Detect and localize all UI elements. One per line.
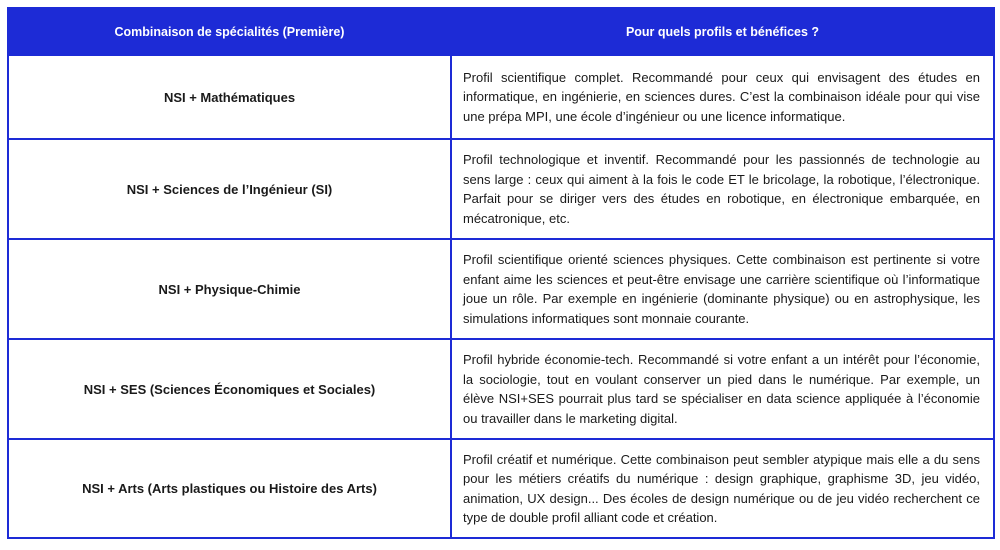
specialties-table <box>7 7 995 539</box>
profile-cell: Profil scientifique orienté sciences physiques. Cette combinaison est pertinente si votre enfant aime les sciences et peut-être envisage une carrière scientifique où l’informatique joue un rôle. Par exemple en ingénierie (dominante physique) ou en astrophysique, les simulations informatiques sont monnaie courante. <box>451 239 994 339</box>
combination-cell: NSI + Sciences de l’Ingénieur (SI) <box>8 139 451 239</box>
combination-cell: NSI + Arts (Arts plastiques ou Histoire des Arts) <box>8 439 451 538</box>
profile-cell: Profil technologique et inventif. Recommandé pour les passionnés de technologie au sens large : ceux qui aiment à la fois le code ET le bricolage, la robotique, l’électronique. Parfait pour se diriger vers des études en robotique, en électronique embarquée, en mécatronique, etc. <box>451 139 994 239</box>
profile-cell: Profil scientifique complet. Recommandé pour ceux qui envisagent des études en informatique, en ingénierie, en sciences dures. C’est la combinaison idéale pour qui vise une prépa MPI, une école d’ingénieur ou une licence informatique. <box>451 55 994 139</box>
table-row <box>8 139 994 239</box>
combination-cell: NSI + Mathématiques <box>8 55 451 139</box>
profile-cell: Profil hybride économie-tech. Recommandé si votre enfant a un intérêt pour l’économie, la sociologie, tout en voulant conserver un pied dans le numérique. Par exemple, un élève NSI+SES pourrait plus tard se spécialiser en data science appliquée à l’économie ou travailler dans le marketing digital. <box>451 339 994 439</box>
header-combination: Combinaison de spécialités (Première) <box>8 8 451 55</box>
header-profile-benefits: Pour quels profils et bénéfices ? <box>451 8 994 55</box>
combination-cell: NSI + SES (Sciences Économiques et Sociales) <box>8 339 451 439</box>
table-header-row <box>8 8 994 55</box>
table-row <box>8 55 994 139</box>
profile-cell: Profil créatif et numérique. Cette combinaison peut sembler atypique mais elle a du sens pour les métiers créatifs du numérique : design graphique, graphisme 3D, jeu vidéo, animation, UX design... Des écoles de design numérique ou de jeu vidéo recherchent ce type de double profil alliant code et création. <box>451 439 994 538</box>
combination-cell: NSI + Physique-Chimie <box>8 239 451 339</box>
table-row <box>8 239 994 339</box>
table-row <box>8 439 994 538</box>
table-row <box>8 339 994 439</box>
